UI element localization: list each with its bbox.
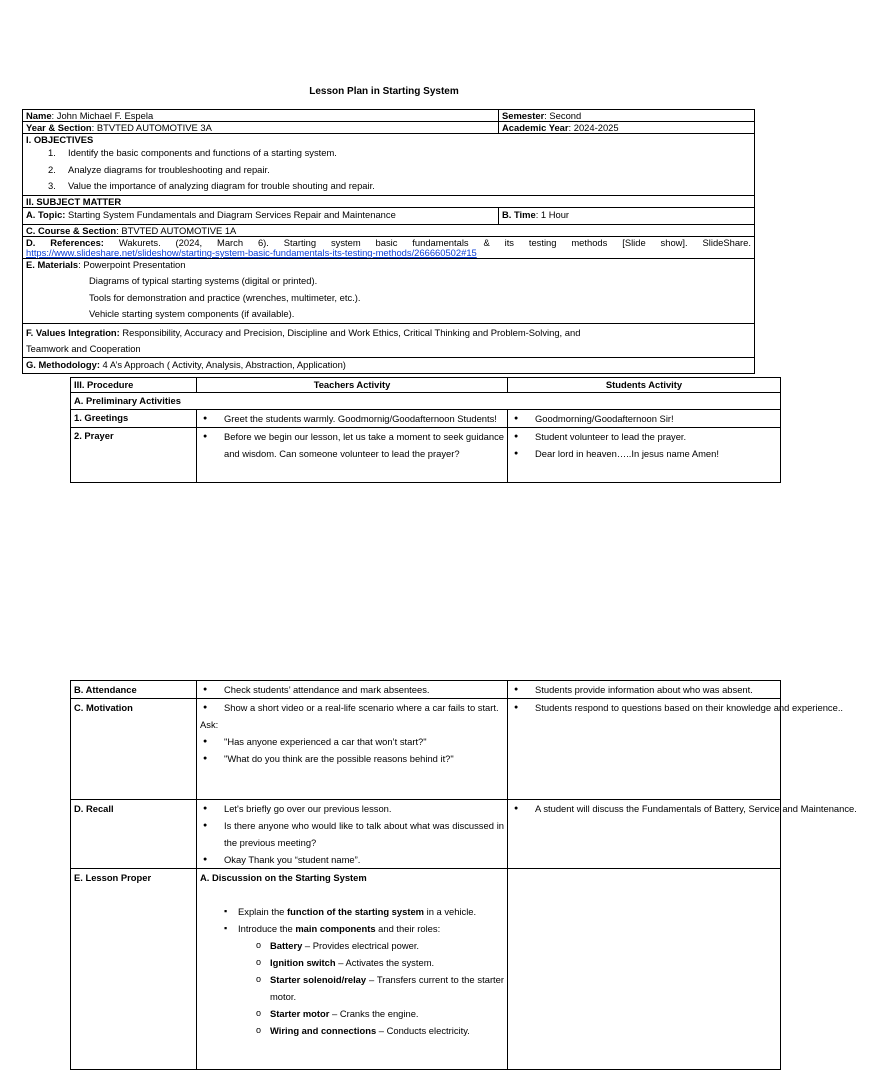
methodology-value: 4 A’s Approach ( Activity, Analysis, Abstraction, Application) [99, 359, 346, 370]
attendance-cell [71, 681, 197, 699]
motivation-teacher-cell [197, 699, 508, 800]
list-item: ● Let's briefly go over our previous lesson. [200, 800, 504, 817]
references-cell [23, 237, 755, 259]
prayer-label: 2. Prayer [74, 430, 114, 441]
materials-label: E. Materials [26, 259, 79, 270]
table-row [71, 428, 781, 483]
table-row [71, 869, 781, 1070]
list-item: ● Okay Thank you “student name”. [200, 851, 504, 868]
name-row [23, 110, 755, 122]
table-row [71, 699, 781, 800]
values-line1: Responsibility, Accuracy and Precision, Discipline and Work Ethics, Critical Thinking and Problem-Solving, and [119, 327, 581, 338]
list-item: ● Check students’ attendance and mark absentees. [200, 681, 504, 698]
list-item: ● Show a short video or a real-life scenario where a car fails to start. [200, 699, 504, 716]
list-item: ● A student will discuss the Fundamentals of Battery, Service and Maintenance. [511, 800, 875, 817]
topic-cell [23, 208, 499, 225]
references-value: Wakurets. (2024, March 6). Starting system basic fundamentals & its testing methods [Slide show]. SlideShare. [103, 237, 751, 248]
list-item: 3. Value the importance of analyzing diagram for trouble shouting and repair. [48, 180, 375, 191]
list-item: o Starter solenoid/relay – Transfers current to the starter motor. [200, 971, 504, 1005]
objectives-cell [23, 134, 755, 196]
year-row [23, 122, 755, 134]
table-row [71, 800, 781, 869]
procedure-table [70, 377, 781, 483]
values-label: F. Values Integration: [26, 327, 120, 338]
table-row [71, 681, 781, 699]
time-cell [499, 208, 755, 225]
lesson-student-cell [508, 869, 781, 1070]
list-item: ▪ Introduce the main components and their roles: [200, 920, 504, 937]
list-item: o Ignition switch – Activates the system. [200, 954, 504, 971]
attendance-student-cell [508, 681, 781, 699]
attendance-teacher-cell [197, 681, 508, 699]
list-item: ● Student volunteer to lead the prayer. [511, 428, 777, 445]
motivation-cell [71, 699, 197, 800]
list-item: 1. Identify the basic components and functions of a starting system. [48, 147, 337, 158]
course-label: C. Course & Section [26, 225, 117, 236]
lesson-teacher-cell [197, 869, 508, 1070]
preliminary-row [71, 393, 781, 410]
attendance-label: B. Attendance [74, 684, 137, 695]
motivation-student-cell [508, 699, 844, 800]
motivation-ask: Ask: [200, 719, 219, 730]
year-label: Year & Section [26, 122, 92, 133]
values-row [23, 324, 755, 358]
preliminary-cell [71, 393, 781, 410]
list-item: o Battery – Provides electrical power. [200, 937, 504, 954]
list-item: ● "What do you think are the possible reasons behind it?" [200, 750, 504, 767]
prayer-student-cell [508, 428, 781, 483]
list-item: ● Goodmorning/Goodafternoon Sir! [511, 410, 777, 427]
course-row [23, 225, 755, 237]
procedure-header: III. Procedure [71, 378, 197, 393]
methodology-row [23, 358, 755, 374]
objectives-heading: I. OBJECTIVES [26, 134, 94, 145]
list-item: o Starter motor – Cranks the engine. [200, 1005, 504, 1022]
objectives-row [23, 134, 755, 196]
recall-label: D. Recall [74, 803, 114, 814]
list-item: 2. Analyze diagrams for troubleshooting and repair. [48, 163, 270, 175]
topic-label: A. Topic: [26, 209, 66, 220]
materials-first: : Powerpoint Presentation [78, 259, 186, 270]
table-row [71, 410, 781, 428]
recall-cell [71, 800, 197, 869]
semester-label: Semester [502, 110, 545, 121]
lesson-proper-cell [71, 869, 197, 1070]
prayer-teacher-cell [197, 428, 508, 483]
greetings-label: 1. Greetings [74, 412, 129, 423]
recall-teacher-cell [197, 800, 508, 869]
topic-value: Starting System Fundamentals and Diagram Services Repair and Maintenance [65, 209, 396, 220]
page-title: Lesson Plan in Starting System [309, 86, 459, 97]
motivation-label: C. Motivation [74, 702, 133, 713]
methodology-label: G. Methodology: [26, 359, 100, 370]
students-activity-header: Students Activity [508, 378, 781, 393]
topic-row [23, 208, 755, 225]
objectives-list [26, 145, 751, 195]
lesson-info-table [22, 109, 755, 374]
procedure-header-row [71, 378, 781, 393]
lesson-proper-label: E. Lesson Proper [74, 872, 152, 883]
course-cell [23, 225, 755, 237]
materials-cell [23, 259, 755, 324]
references-label: D. References: [26, 237, 104, 248]
list-item: ● Dear lord in heaven…..In jesus name Amen! [511, 445, 777, 462]
greetings-teacher-cell [197, 410, 508, 428]
academic-year-label: Academic Year [502, 122, 569, 133]
list-item: Tools for demonstration and practice (wrenches, multimeter, etc.). [89, 291, 361, 303]
list-item: ● Before we begin our lesson, let us take a moment to seek guidance and wisdom. Can someone volunteer to lead the prayer? [200, 428, 504, 462]
list-item: ● Greet the students warmly. Goodmornig/Goodafternoon Students! [200, 410, 504, 427]
list-item: ▪ Explain the function of the starting system in a vehicle. [200, 903, 504, 920]
procedure-table-continued [70, 680, 857, 1070]
subject-heading-row [23, 196, 755, 208]
list-item: ● Students provide information about who was absent. [511, 681, 777, 698]
greetings-cell [71, 410, 197, 428]
references-link[interactable]: https://www.slideshare.net/slideshow/starting-system-basic-fundamentals-its-testing-methods/266660502#15 [26, 247, 477, 258]
year-value: : BTVTED AUTOMOTIVE 3A [91, 122, 212, 133]
lesson-heading: A. Discussion on the Starting System [200, 872, 367, 883]
references-row [23, 237, 755, 259]
time-label: B. Time [502, 209, 536, 220]
semester-value: : Second [544, 110, 582, 121]
semester-cell [499, 110, 755, 122]
methodology-cell [23, 358, 755, 374]
list-item: ● Students respond to questions based on their knowledge and experience.. [511, 699, 875, 716]
time-value: : 1 Hour [535, 209, 570, 220]
name-cell [23, 110, 499, 122]
materials-row [23, 259, 755, 324]
name-value: : John Michael F. Espela [51, 110, 154, 121]
subject-heading: II. SUBJECT MATTER [26, 196, 122, 207]
values-line2: Teamwork and Cooperation [26, 343, 141, 354]
subject-heading-cell [23, 196, 755, 208]
prayer-cell [71, 428, 197, 483]
greetings-student-cell [508, 410, 781, 428]
recall-student-cell [508, 800, 857, 869]
list-item: ● Is there anyone who would like to talk about what was discussed in the previous meeting? [200, 817, 504, 851]
list-item: Vehicle starting system components (if available). [89, 308, 295, 319]
list-item: o Wiring and connections – Conducts electricity. [200, 1022, 504, 1039]
teachers-activity-header: Teachers Activity [197, 378, 508, 393]
academic-year-value: : 2024-2025 [568, 122, 619, 133]
list-item: Diagrams of typical starting systems (digital or printed). [89, 275, 318, 286]
year-cell [23, 122, 499, 134]
course-value: : BTVTED AUTOMOTIVE 1A [116, 225, 237, 236]
name-label: Name [26, 110, 52, 121]
list-item: ● "Has anyone experienced a car that won’t start?" [200, 733, 504, 750]
academic-year-cell [499, 122, 755, 134]
preliminary-label: A. Preliminary Activities [74, 395, 181, 406]
values-cell [23, 324, 755, 358]
